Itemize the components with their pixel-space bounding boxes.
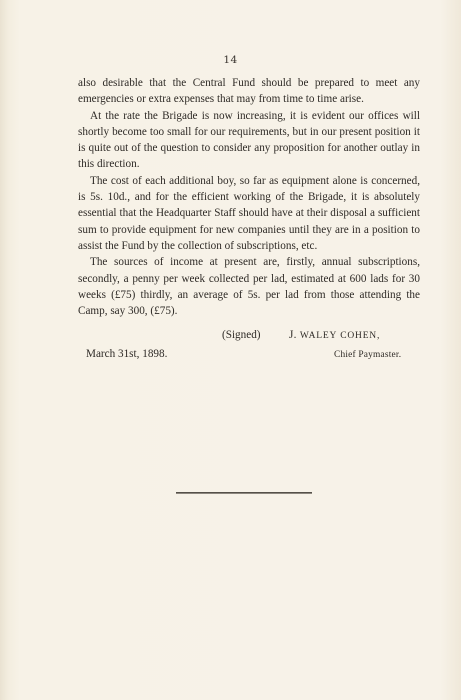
page-number: 14 [223,54,238,66]
signer-first-name: WALEY [299,331,338,341]
signed-label: (Signed) [222,329,261,341]
signer-title: Chief Paymaster. [334,350,402,360]
paragraph-4: The sources of income at present are, firstly, annual subscriptions, secondly, a penny per week collected per lad, estimated at 600 lads for 30 weeks (£75) thirdly, an average of 5s. per lad from those attending the Camp, say 300, (£75). [78,256,420,318]
end-rule [176,492,312,494]
paragraph-3: The cost of each additional boy, so far as equipment alone is concerned, is 5s. 10d., and for the efficient working of the Brigade, it is absolutely essential that the Headquarter Staff should have at their disposal a sufficient sum to provide equipment for new companies until they are in a position to assist the Fund by the collection of subscriptions, etc. [78,174,420,252]
signer-initial: J. [289,329,297,341]
body-text [78,75,420,319]
signer-surname: COHEN, [340,331,381,341]
paragraph-2: At the rate the Brigade is now increasing, it is evident our offices will shortly become too small for our requirements, but in our present position it is quite out of the question to consider any proposition for another outlay in this direction. [78,109,420,171]
document-date: March 31st, 1898. [86,348,168,360]
signer-name [289,329,380,341]
paragraph-1: also desirable that the Central Fund should be prepared to meet any emergencies or extra expenses that may from time to time arise. [78,77,420,106]
